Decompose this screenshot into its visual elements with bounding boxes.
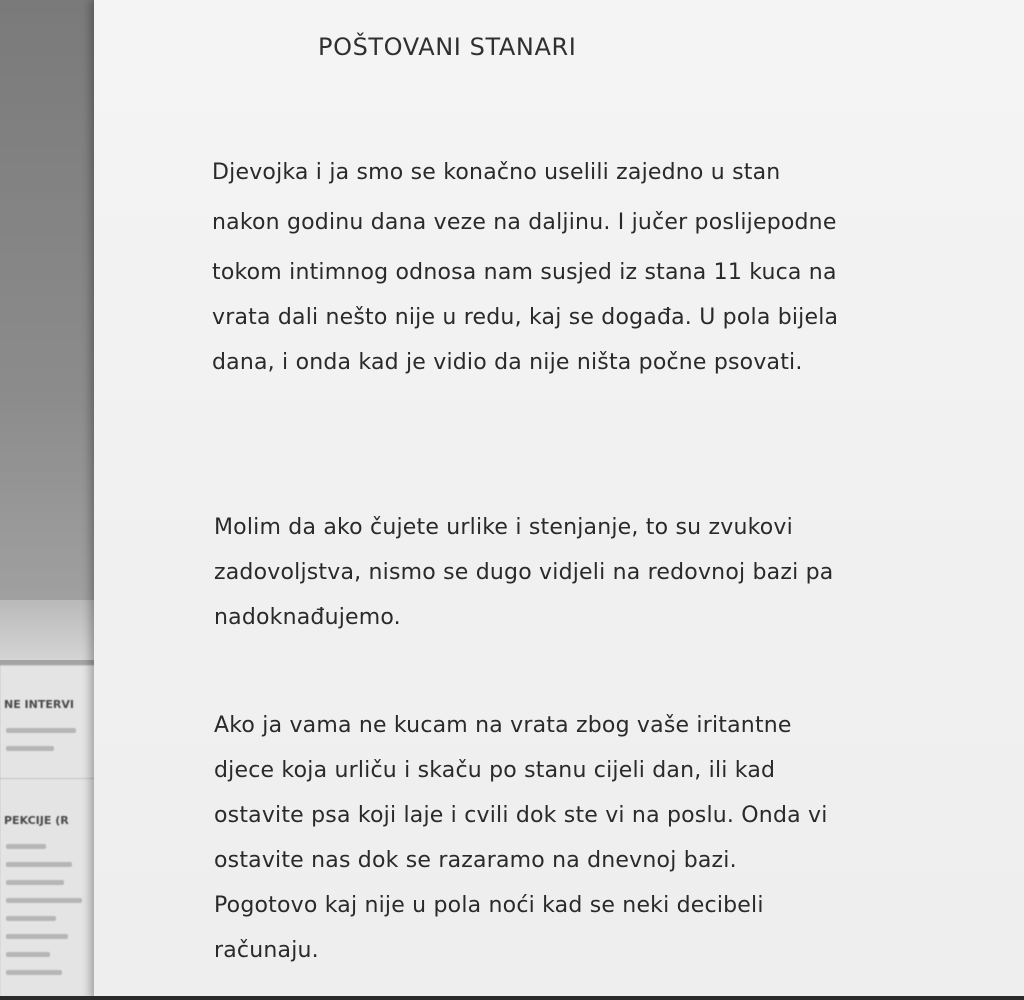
paragraph-line: Molim da ako čujete urlike i stenjanje, to su zvukovi	[214, 515, 793, 540]
paragraph-line: Djevojka i ja smo se konačno uselili zajedno u stan	[212, 160, 781, 185]
paragraph-line: ostavite psa koji laje i cvili dok ste vi na poslu. Onda vi	[214, 803, 828, 828]
paragraph-line: nakon godinu dana veze na daljinu. I jučer poslijepodne	[212, 210, 837, 235]
wall-band	[0, 600, 100, 660]
paragraph-line: zadovoljstva, nismo se dugo vidjeli na redovnoj bazi pa	[214, 560, 834, 585]
paragraph-2	[214, 515, 833, 650]
background-notice-line	[6, 862, 72, 867]
paragraph-line: Pogotovo kaj nije u pola noći kad se neki decibeli	[214, 893, 764, 918]
background-notice-line	[6, 746, 54, 751]
background-notice-line	[6, 728, 76, 733]
background-notice-heading: NE INTERVI	[4, 698, 74, 711]
notice-paper	[94, 0, 1024, 1000]
background-notice	[0, 665, 104, 1000]
background-notice-heading: PEKCIJE (R	[4, 814, 69, 827]
background-notice-line	[6, 898, 82, 903]
background-notice-divider	[0, 778, 104, 779]
notice-title: POŠTOVANI STANARI	[318, 33, 577, 61]
background-notice-line	[6, 844, 46, 849]
paragraph-line: tokom intimnog odnosa nam susjed iz stana 11 kuca na	[212, 260, 837, 285]
paragraph-3	[214, 713, 828, 983]
background-notice-line	[6, 970, 62, 975]
background-notice-line	[6, 880, 64, 885]
background-notice-line	[6, 916, 56, 921]
paragraph-1	[212, 160, 838, 400]
paragraph-line: ostavite nas dok se razaramo na dnevnoj bazi.	[214, 848, 737, 873]
paragraph-line: računaju.	[214, 938, 319, 963]
background-notice-line	[6, 934, 68, 939]
paragraph-line: dana, i onda kad je vidio da nije ništa počne psovati.	[212, 350, 803, 375]
paragraph-line: Ako ja vama ne kucam na vrata zbog vaše iritantne	[214, 713, 792, 738]
background-notice-line	[6, 952, 50, 957]
bottom-edge	[0, 996, 1024, 1000]
paragraph-line: djece koja urliču i skaču po stanu cijeli dan, ili kad	[214, 758, 776, 783]
paragraph-line: vrata dali nešto nije u redu, kaj se događa. U pola bijela	[212, 305, 839, 330]
paragraph-line: nadoknađujemo.	[214, 605, 401, 630]
